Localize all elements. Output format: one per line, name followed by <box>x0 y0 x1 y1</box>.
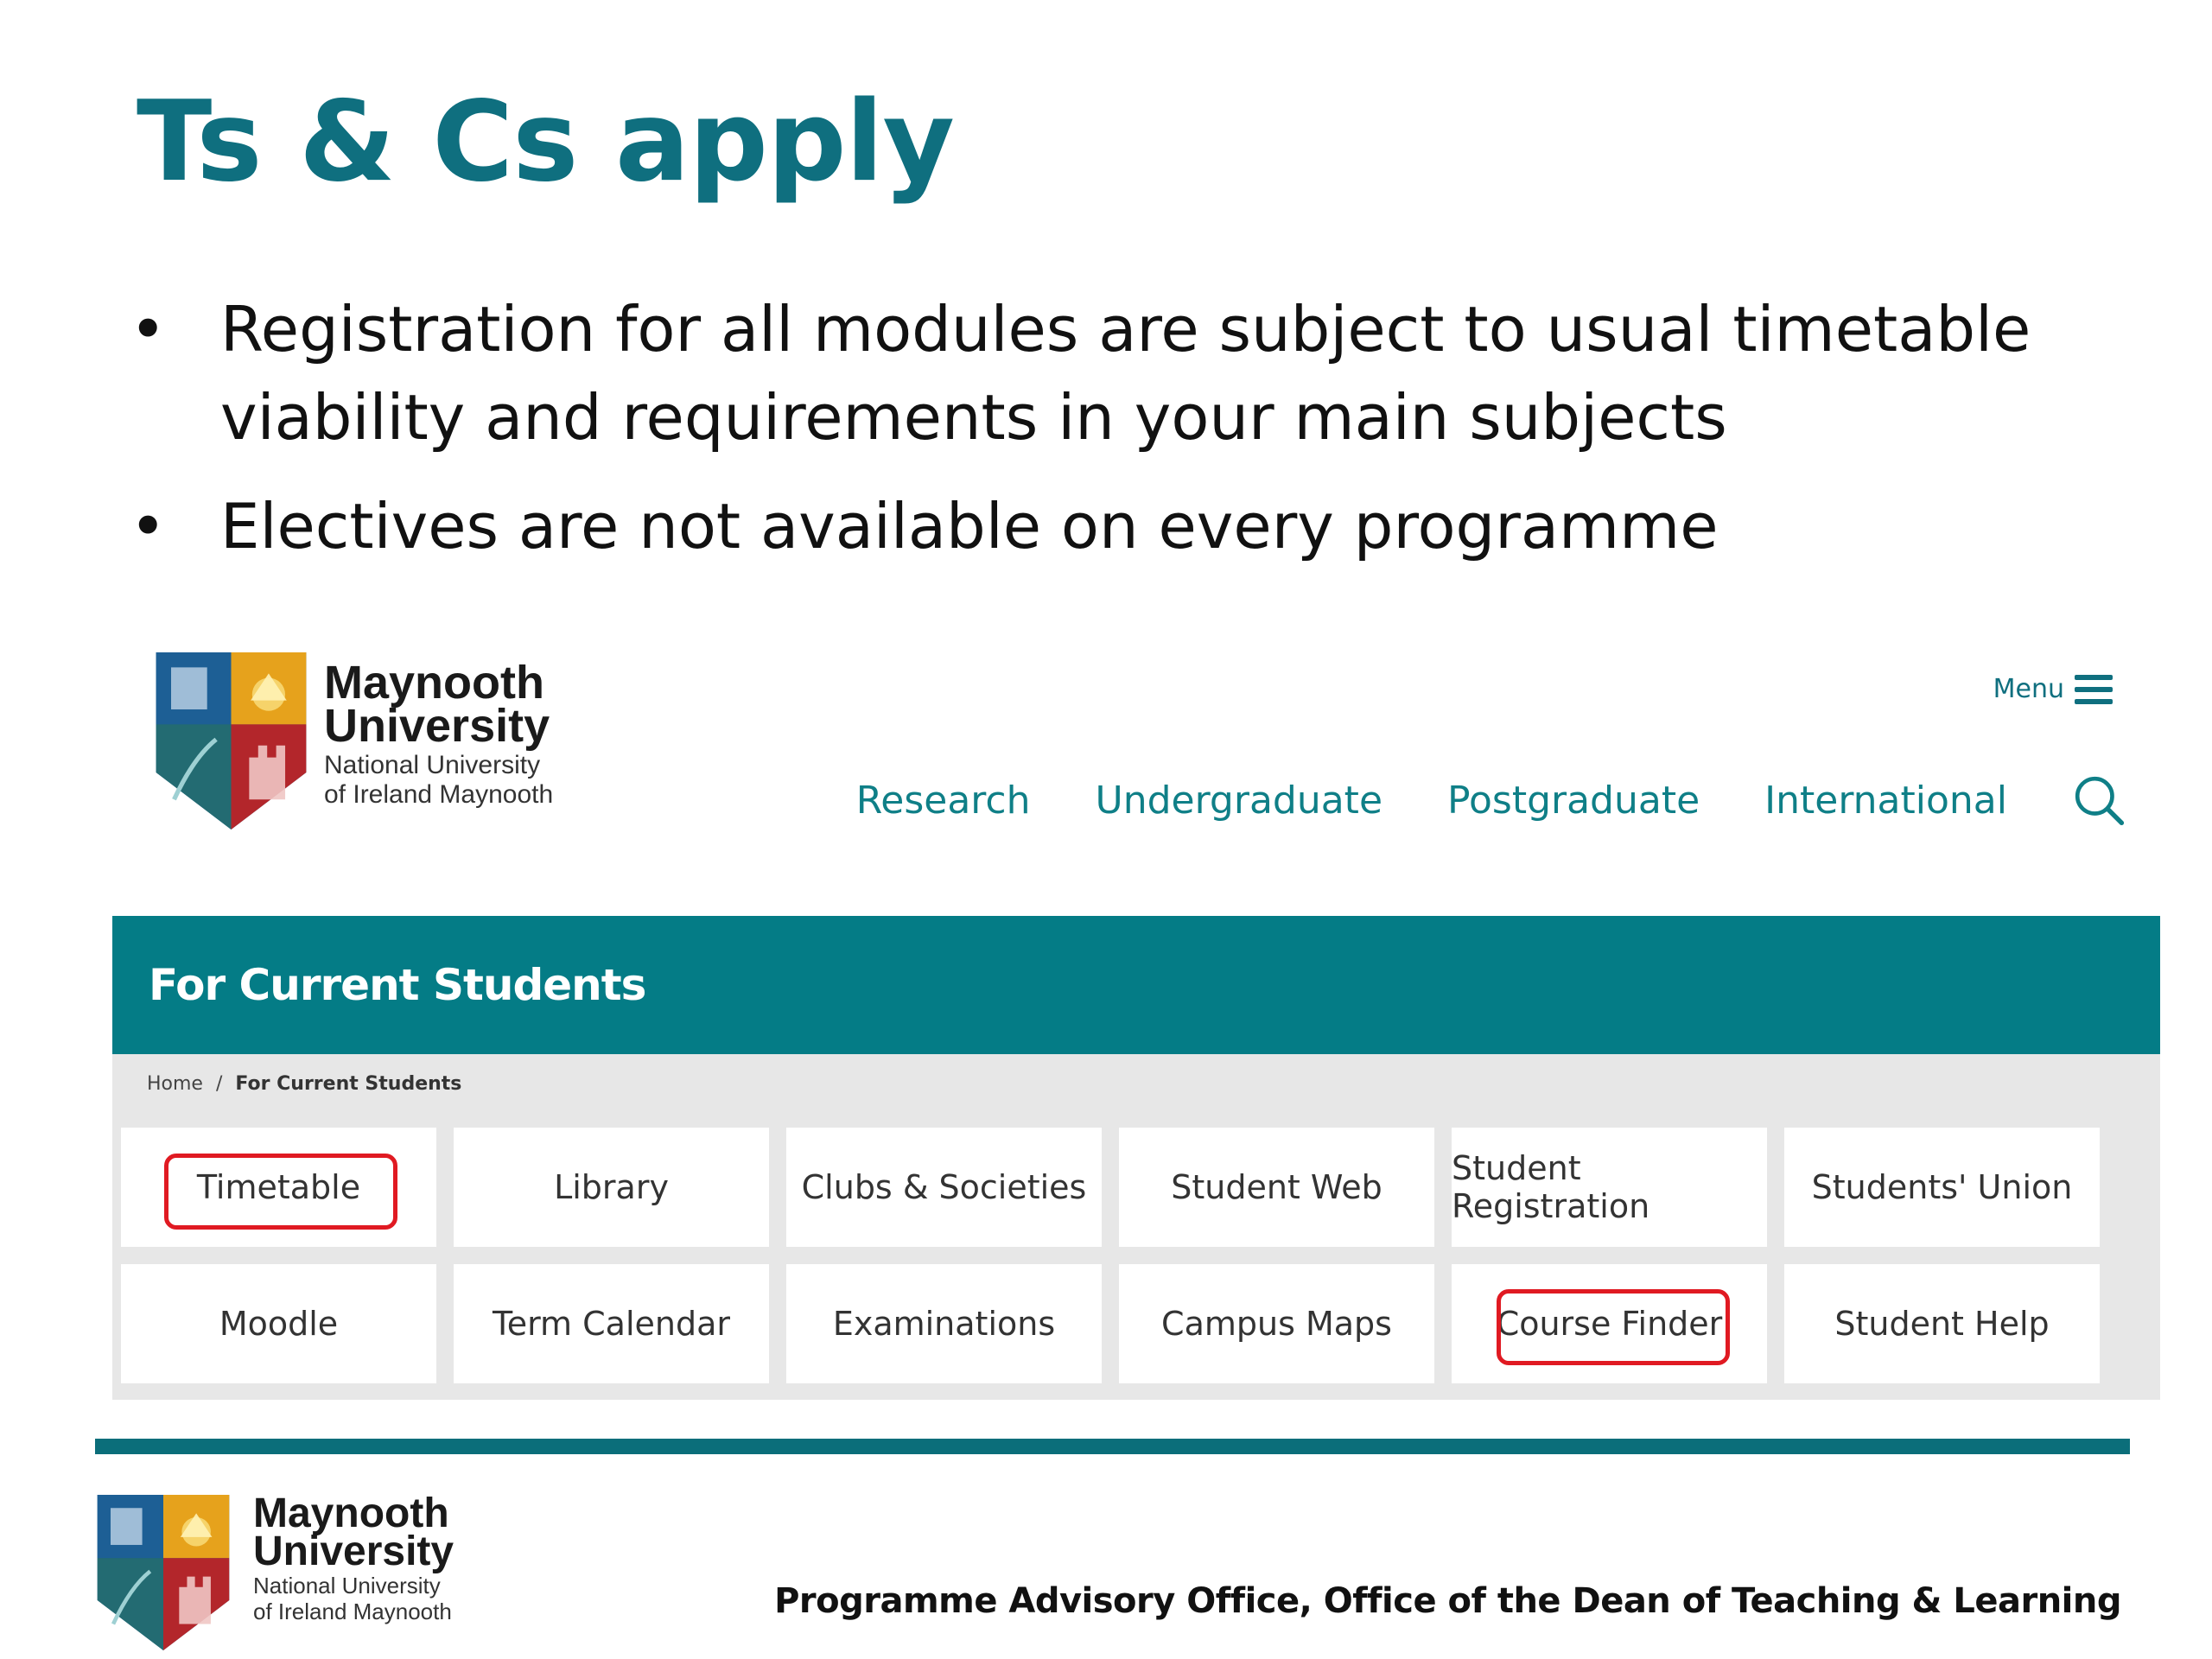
tile-student-help[interactable] <box>1784 1264 2100 1383</box>
tile-label: Campus Maps <box>1161 1305 1392 1343</box>
tile-student-registration[interactable] <box>1452 1128 1767 1247</box>
university-logo[interactable] <box>156 652 639 825</box>
menu-label: Menu <box>1993 674 2064 704</box>
tile-label: Student Web <box>1171 1168 1382 1206</box>
slide-title: Ts & Cs apply <box>137 78 954 207</box>
highlight-course-finder <box>1497 1289 1730 1365</box>
breadcrumb-separator: / <box>215 1073 223 1095</box>
nav-postgraduate[interactable]: Postgraduate <box>1447 778 1700 823</box>
nav-international[interactable]: International <box>1764 778 2007 823</box>
footer-university-logo <box>95 1491 493 1650</box>
tile-campus-maps[interactable] <box>1119 1264 1434 1383</box>
menu-button[interactable] <box>1993 674 2113 704</box>
breadcrumb <box>147 1073 461 1095</box>
footer-office-text: Programme Advisory Office, Office of the Dean of Teaching & Learning <box>774 1581 2121 1621</box>
tile-label: Course Finder <box>1496 1305 1723 1343</box>
logo-name-line2: University <box>324 700 550 752</box>
tile-examinations[interactable] <box>786 1264 1102 1383</box>
tile-label: Student Help <box>1834 1305 2050 1343</box>
footer-logo-name-line1: Maynooth <box>253 1491 449 1536</box>
search-icon[interactable] <box>2072 773 2126 827</box>
nav-undergraduate[interactable]: Undergraduate <box>1095 778 1383 823</box>
footer-logo-sub-line1: National University <box>253 1573 441 1599</box>
tile-label: Student Registration <box>1452 1149 1650 1225</box>
hamburger-icon <box>2075 675 2113 704</box>
page-banner <box>112 916 2160 1054</box>
footer-logo-name-line2: University <box>253 1529 454 1574</box>
website-screenshot <box>112 639 2160 1400</box>
tile-term-calendar[interactable] <box>454 1264 769 1383</box>
breadcrumb-current: For Current Students <box>235 1073 462 1095</box>
tile-students-union[interactable] <box>1784 1128 2100 1247</box>
tile-clubs-societies[interactable] <box>786 1128 1102 1247</box>
bullet-item: • Registration for all modules are subject to usual timetable viability and requirements in your main subjects <box>130 285 2117 461</box>
nav-research[interactable]: Research <box>855 778 1031 823</box>
quick-links-panel <box>112 1054 2160 1400</box>
tile-student-web[interactable] <box>1119 1128 1434 1247</box>
tile-label: Timetable <box>196 1168 361 1206</box>
footer-logo-sub-line2: of Ireland Maynooth <box>253 1599 452 1624</box>
bullet-list <box>130 285 2117 591</box>
tile-label: Library <box>554 1168 669 1206</box>
tile-moodle[interactable] <box>121 1264 436 1383</box>
university-crest-icon <box>95 1495 232 1650</box>
tile-label: Students' Union <box>1811 1168 2073 1206</box>
logo-sub-line1: National University <box>324 751 541 779</box>
tile-label: Examinations <box>832 1305 1056 1343</box>
logo-sub-line2: of Ireland Maynooth <box>324 780 554 809</box>
footer-divider <box>95 1439 2130 1454</box>
tile-label: Term Calendar <box>492 1305 731 1343</box>
tile-label: Clubs & Societies <box>801 1168 1087 1206</box>
top-navigation <box>856 773 2126 827</box>
bullet-item: • Electives are not available on every programme <box>130 482 2117 570</box>
highlight-timetable <box>164 1154 397 1230</box>
tile-library[interactable] <box>454 1128 769 1247</box>
logo-name-line1: Maynooth <box>324 657 544 709</box>
banner-title: For Current Students <box>149 960 646 1010</box>
tile-label: Moodle <box>219 1305 339 1343</box>
university-crest-icon <box>156 652 307 830</box>
breadcrumb-home[interactable]: Home <box>147 1073 203 1095</box>
